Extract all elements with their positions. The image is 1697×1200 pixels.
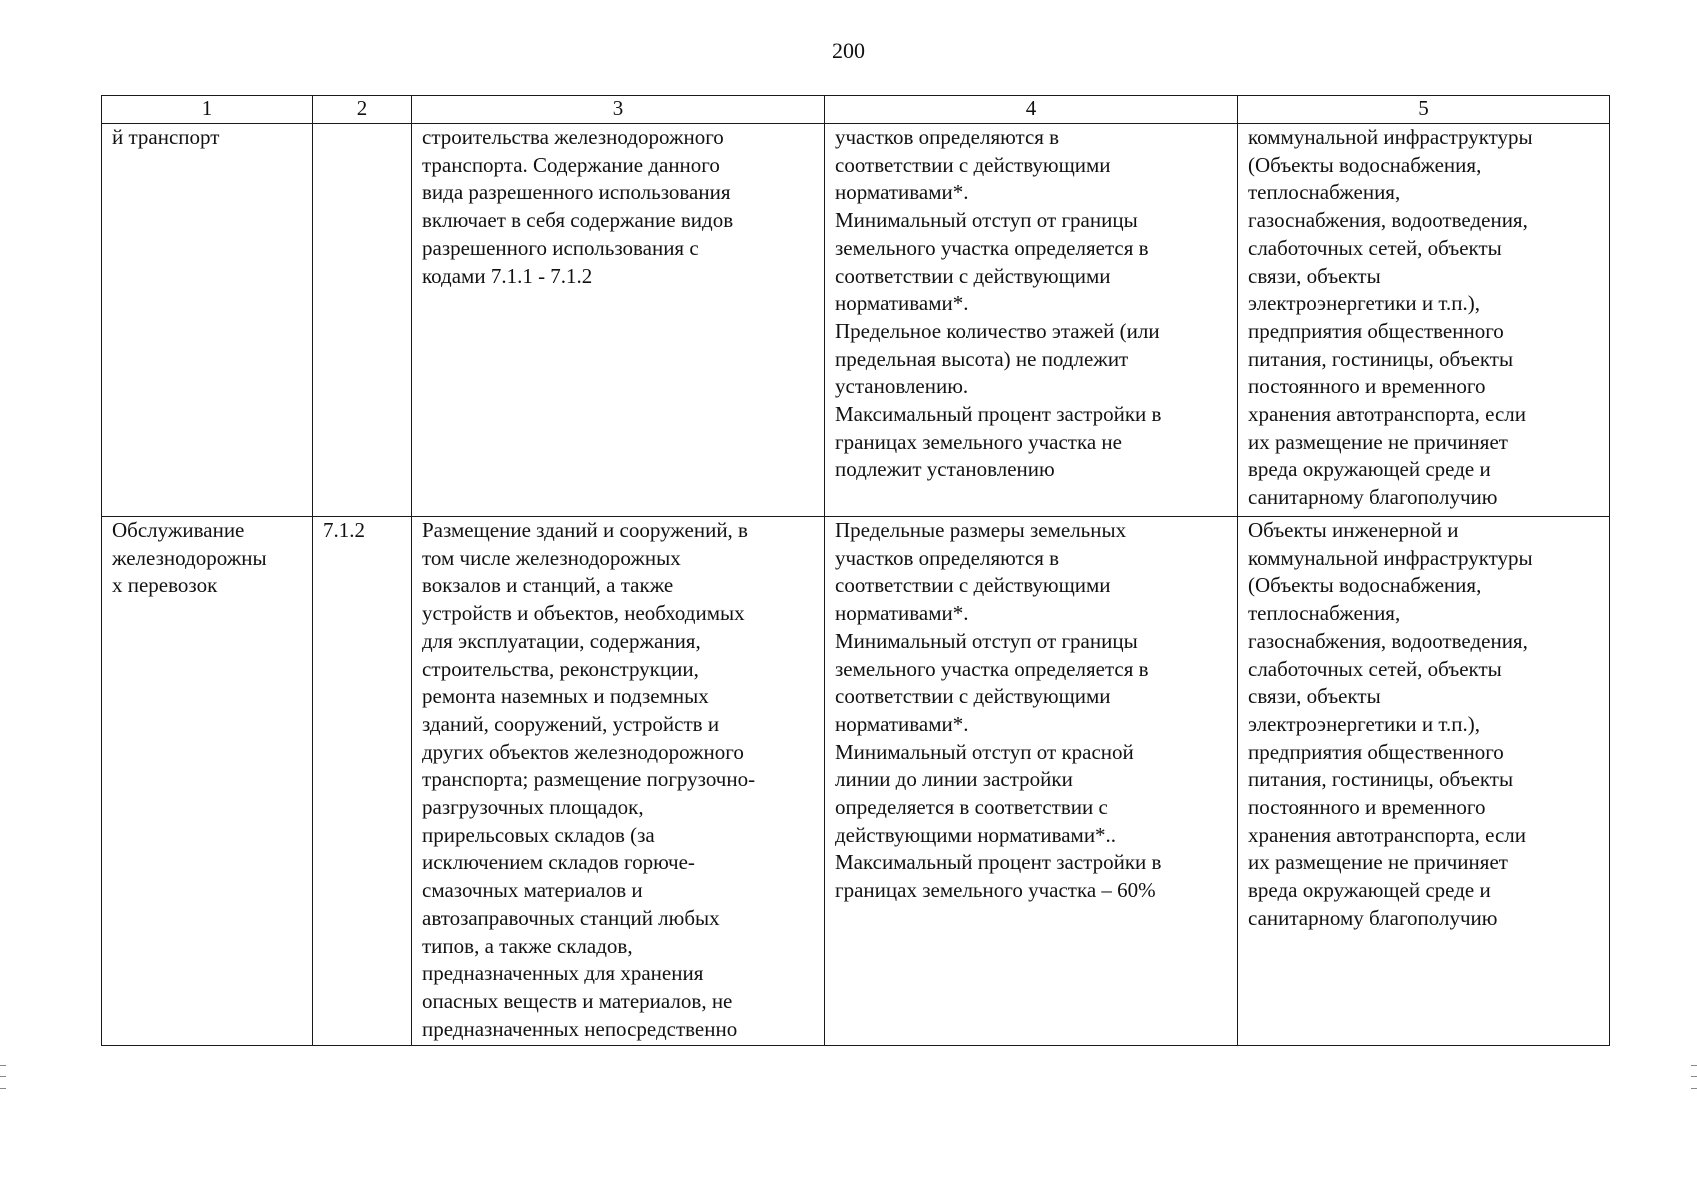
use-type-description-cell: Размещение зданий и сооружений, в том числе железнодорожных вокзалов и станций, а также устройств и объектов, необходимых для эксплуатации, содержания, строительства, реконструкции, ремонта наземных и подземных зданий, сооружений, устройств и других объектов железнодорожного транспорта; размещение погрузочно- разгрузочных площадок, прирельсовых складов (за исключением складов горюче- смазочных материалов и автозаправочных станций любых типов, а также складов, предназначенных для хранения опасных веществ и материалов, не предназначенных непосредственно [412,517,825,1046]
column-header-1: 1 [102,96,313,124]
column-header-5: 5 [1238,96,1610,124]
right-margin-mark [1691,1065,1697,1089]
table-header-row [102,96,1610,124]
column-header-3: 3 [412,96,825,124]
parameters-cell: Предельные размеры земельных участков определяются в соответствии с действующими нормативами*. Минимальный отступ от границы земельного участка определяется в соответствии с действующими нормативами*. Минимальный отступ от красной линии до линии застройки определяется в соответствии с действующими нормативами*.. Максимальный процент застройки в границах земельного участка – 60% [825,517,1238,1046]
use-type-description-cell: строительства железнодорожного транспорта. Содержание данного вида разрешенного использования включает в себя содержание видов разрешенного использования с кодами 7.1.1 - 7.1.2 [412,124,825,517]
column-header-2: 2 [313,96,412,124]
auxiliary-uses-cell: Объекты инженерной и коммунальной инфраструктуры (Объекты водоснабжения, теплоснабжения, газоснабжения, водоотведения, слаботочных сетей, объекты связи, объекты электроэнергетики и т.п.), предприятия общественного питания, гостиницы, объекты постоянного и временного хранения автотранспорта, если их размещение не причиняет вреда окружающей среде и санитарному благополучию [1238,517,1610,1046]
auxiliary-uses-cell: коммунальной инфраструктуры (Объекты водоснабжения, теплоснабжения, газоснабжения, водоотведения, слаботочных сетей, объекты связи, объекты электроэнергетики и т.п.), предприятия общественного питания, гостиницы, объекты постоянного и временного хранения автотранспорта, если их размещение не причиняет вреда окружающей среде и санитарному благополучию [1238,124,1610,517]
use-type-code-cell [313,124,412,517]
use-type-code-cell: 7.1.2 [313,517,412,1046]
parameters-cell: участков определяются в соответствии с действующими нормативами*. Минимальный отступ от границы земельного участка определяется в соответствии с действующими нормативами*. Предельное количество этажей (или предельная высота) не подлежит установлению. Максимальный процент застройки в границах земельного участка не подлежит установлению [825,124,1238,517]
table-row [102,517,1610,1046]
use-type-name-cell: Обслуживание железнодорожны х перевозок [102,517,313,1046]
use-type-name-cell: й транспорт [102,124,313,517]
regulations-table [101,95,1610,1046]
page-number: 200 [832,38,865,63]
table-row [102,124,1610,517]
column-header-4: 4 [825,96,1238,124]
left-margin-mark [0,1065,6,1089]
